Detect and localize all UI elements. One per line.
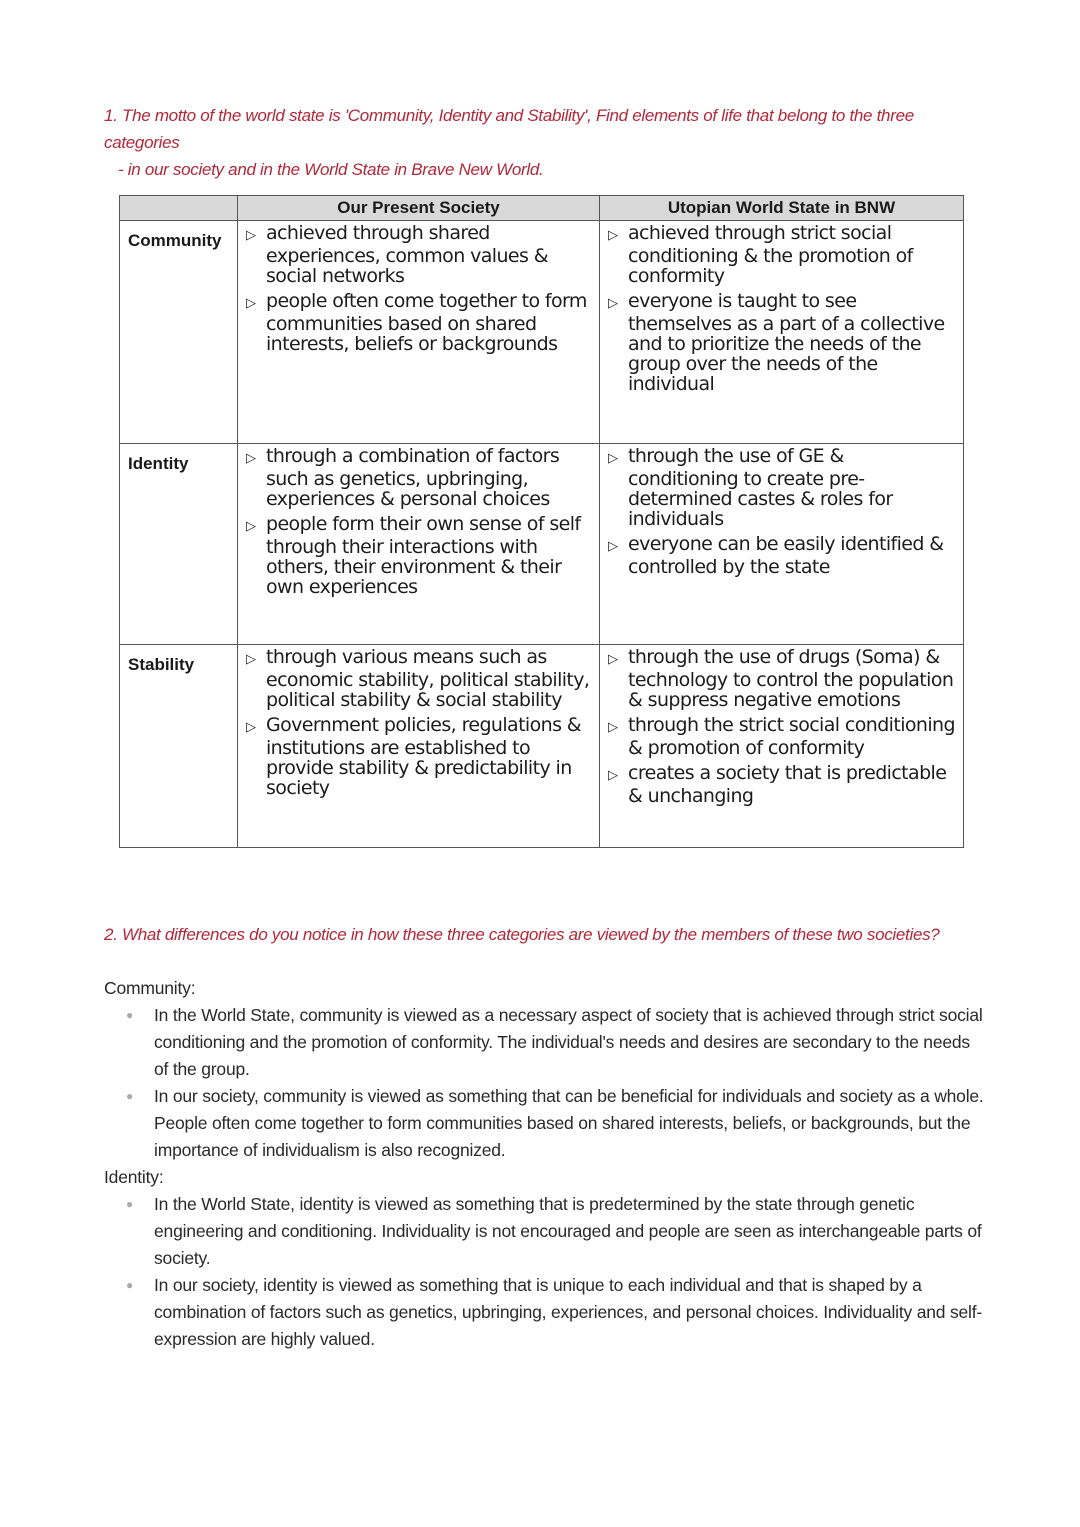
list-item: ▷ people form their own sense of self through their interactions with others, their environment & their own experiences xyxy=(246,513,581,598)
triangle-bullet-icon: ▷ xyxy=(608,539,618,554)
list-item: ▷ creates a society that is predictable & unchanging xyxy=(608,762,947,807)
category-heading-community: Community: xyxy=(104,978,196,998)
identity-present-cell xyxy=(238,444,600,645)
category-heading-identity: Identity: xyxy=(104,1167,164,1187)
bullet-icon: ● xyxy=(126,1197,134,1211)
bullet-icon: ● xyxy=(126,1278,134,1292)
row-label-community: Community xyxy=(120,221,238,444)
list-item: ▷ through a combination of factors such as genetics, upbringing, experiences & personal choices xyxy=(246,445,560,510)
triangle-bullet-icon: ▷ xyxy=(246,519,256,534)
triangle-bullet-icon: ▷ xyxy=(608,652,618,667)
triangle-bullet-icon: ▷ xyxy=(246,720,256,735)
comparison-table xyxy=(119,195,964,848)
triangle-bullet-icon: ▷ xyxy=(246,451,256,466)
list-item: ▷ achieved through strict social conditioning & the promotion of conformity xyxy=(608,222,913,287)
table-row-identity xyxy=(120,444,964,645)
community-points xyxy=(104,1002,984,1164)
list-item: ● In our society, community is viewed as something that can be beneficial for individuals and society as a whole. People often come together to form communities based on shared interests, beliefs, or backgrounds, but the importance of individualism is also recognized. xyxy=(104,1083,984,1164)
table-header-row xyxy=(120,196,964,221)
row-label-identity: Identity xyxy=(120,444,238,645)
triangle-bullet-icon: ▷ xyxy=(246,228,256,243)
triangle-bullet-icon: ▷ xyxy=(608,451,618,466)
row-label-stability: Stability xyxy=(120,645,238,848)
bullet-icon: ● xyxy=(126,1008,134,1022)
list-item: ▷ everyone is taught to see themselves as a part of a collective and to prioritize the needs of the group over the needs of the individual xyxy=(608,290,945,395)
list-item: ▷ Government policies, regulations & institutions are established to provide stability & predictability in society xyxy=(246,714,582,799)
question-1 xyxy=(104,102,984,183)
stability-bnw-cell xyxy=(600,645,964,848)
question-1-line-1: 1. The motto of the world state is 'Community, Identity and Stability', Find elements of life that belong to the three categories xyxy=(104,106,914,152)
list-item: ▷ through the use of drugs (Soma) & technology to control the population & suppress negative emotions xyxy=(608,646,954,711)
list-item: ● In the World State, community is viewed as a necessary aspect of society that is achieved through strict social conditioning and the promotion of conformity. The individual's needs and desires are secondary to the needs of the group. xyxy=(104,1002,984,1083)
triangle-bullet-icon: ▷ xyxy=(608,720,618,735)
header-bnw: Utopian World State in BNW xyxy=(600,196,964,221)
list-item: ▷ people often come together to form communities based on shared interests, beliefs or backgrounds xyxy=(246,290,587,355)
header-present-society: Our Present Society xyxy=(238,196,600,221)
question-2: 2. What differences do you notice in how these three categories are viewed by the members of these two societies? xyxy=(104,925,940,944)
list-item: ▷ through the use of GE & conditioning to create pre-determined castes & roles for individuals xyxy=(608,445,893,530)
bullet-icon: ● xyxy=(126,1089,134,1103)
triangle-bullet-icon: ▷ xyxy=(608,228,618,243)
question-1-line-2: - in our society and in the World State in Brave New World. xyxy=(118,160,544,179)
list-item: ▷ achieved through shared experiences, common values & social networks xyxy=(246,222,548,287)
community-present-cell xyxy=(238,221,600,444)
list-item: ▷ through various means such as economic stability, political stability, political stability & social stability xyxy=(246,646,590,711)
table-row-stability xyxy=(120,645,964,848)
list-item: ▷ through the strict social conditioning & promotion of conformity xyxy=(608,714,955,759)
header-blank xyxy=(120,196,238,221)
answers-section xyxy=(104,975,984,1353)
list-item: ● In our society, identity is viewed as something that is unique to each individual and that is shaped by a combination of factors such as genetics, upbringing, experiences, and personal choices. Individuality and self-expression are highly valued. xyxy=(104,1272,984,1353)
community-bnw-cell xyxy=(600,221,964,444)
table-row-community xyxy=(120,221,964,444)
list-item: ● In the World State, identity is viewed as something that is predetermined by the state through genetic engineering and conditioning. Individuality is not encouraged and people are seen as interchangeable parts of society. xyxy=(104,1191,984,1272)
triangle-bullet-icon: ▷ xyxy=(246,296,256,311)
triangle-bullet-icon: ▷ xyxy=(246,652,256,667)
stability-present-cell xyxy=(238,645,600,848)
triangle-bullet-icon: ▷ xyxy=(608,296,618,311)
triangle-bullet-icon: ▷ xyxy=(608,768,618,783)
identity-points xyxy=(104,1191,984,1353)
identity-bnw-cell xyxy=(600,444,964,645)
list-item: ▷ everyone can be easily identified & controlled by the state xyxy=(608,533,944,578)
